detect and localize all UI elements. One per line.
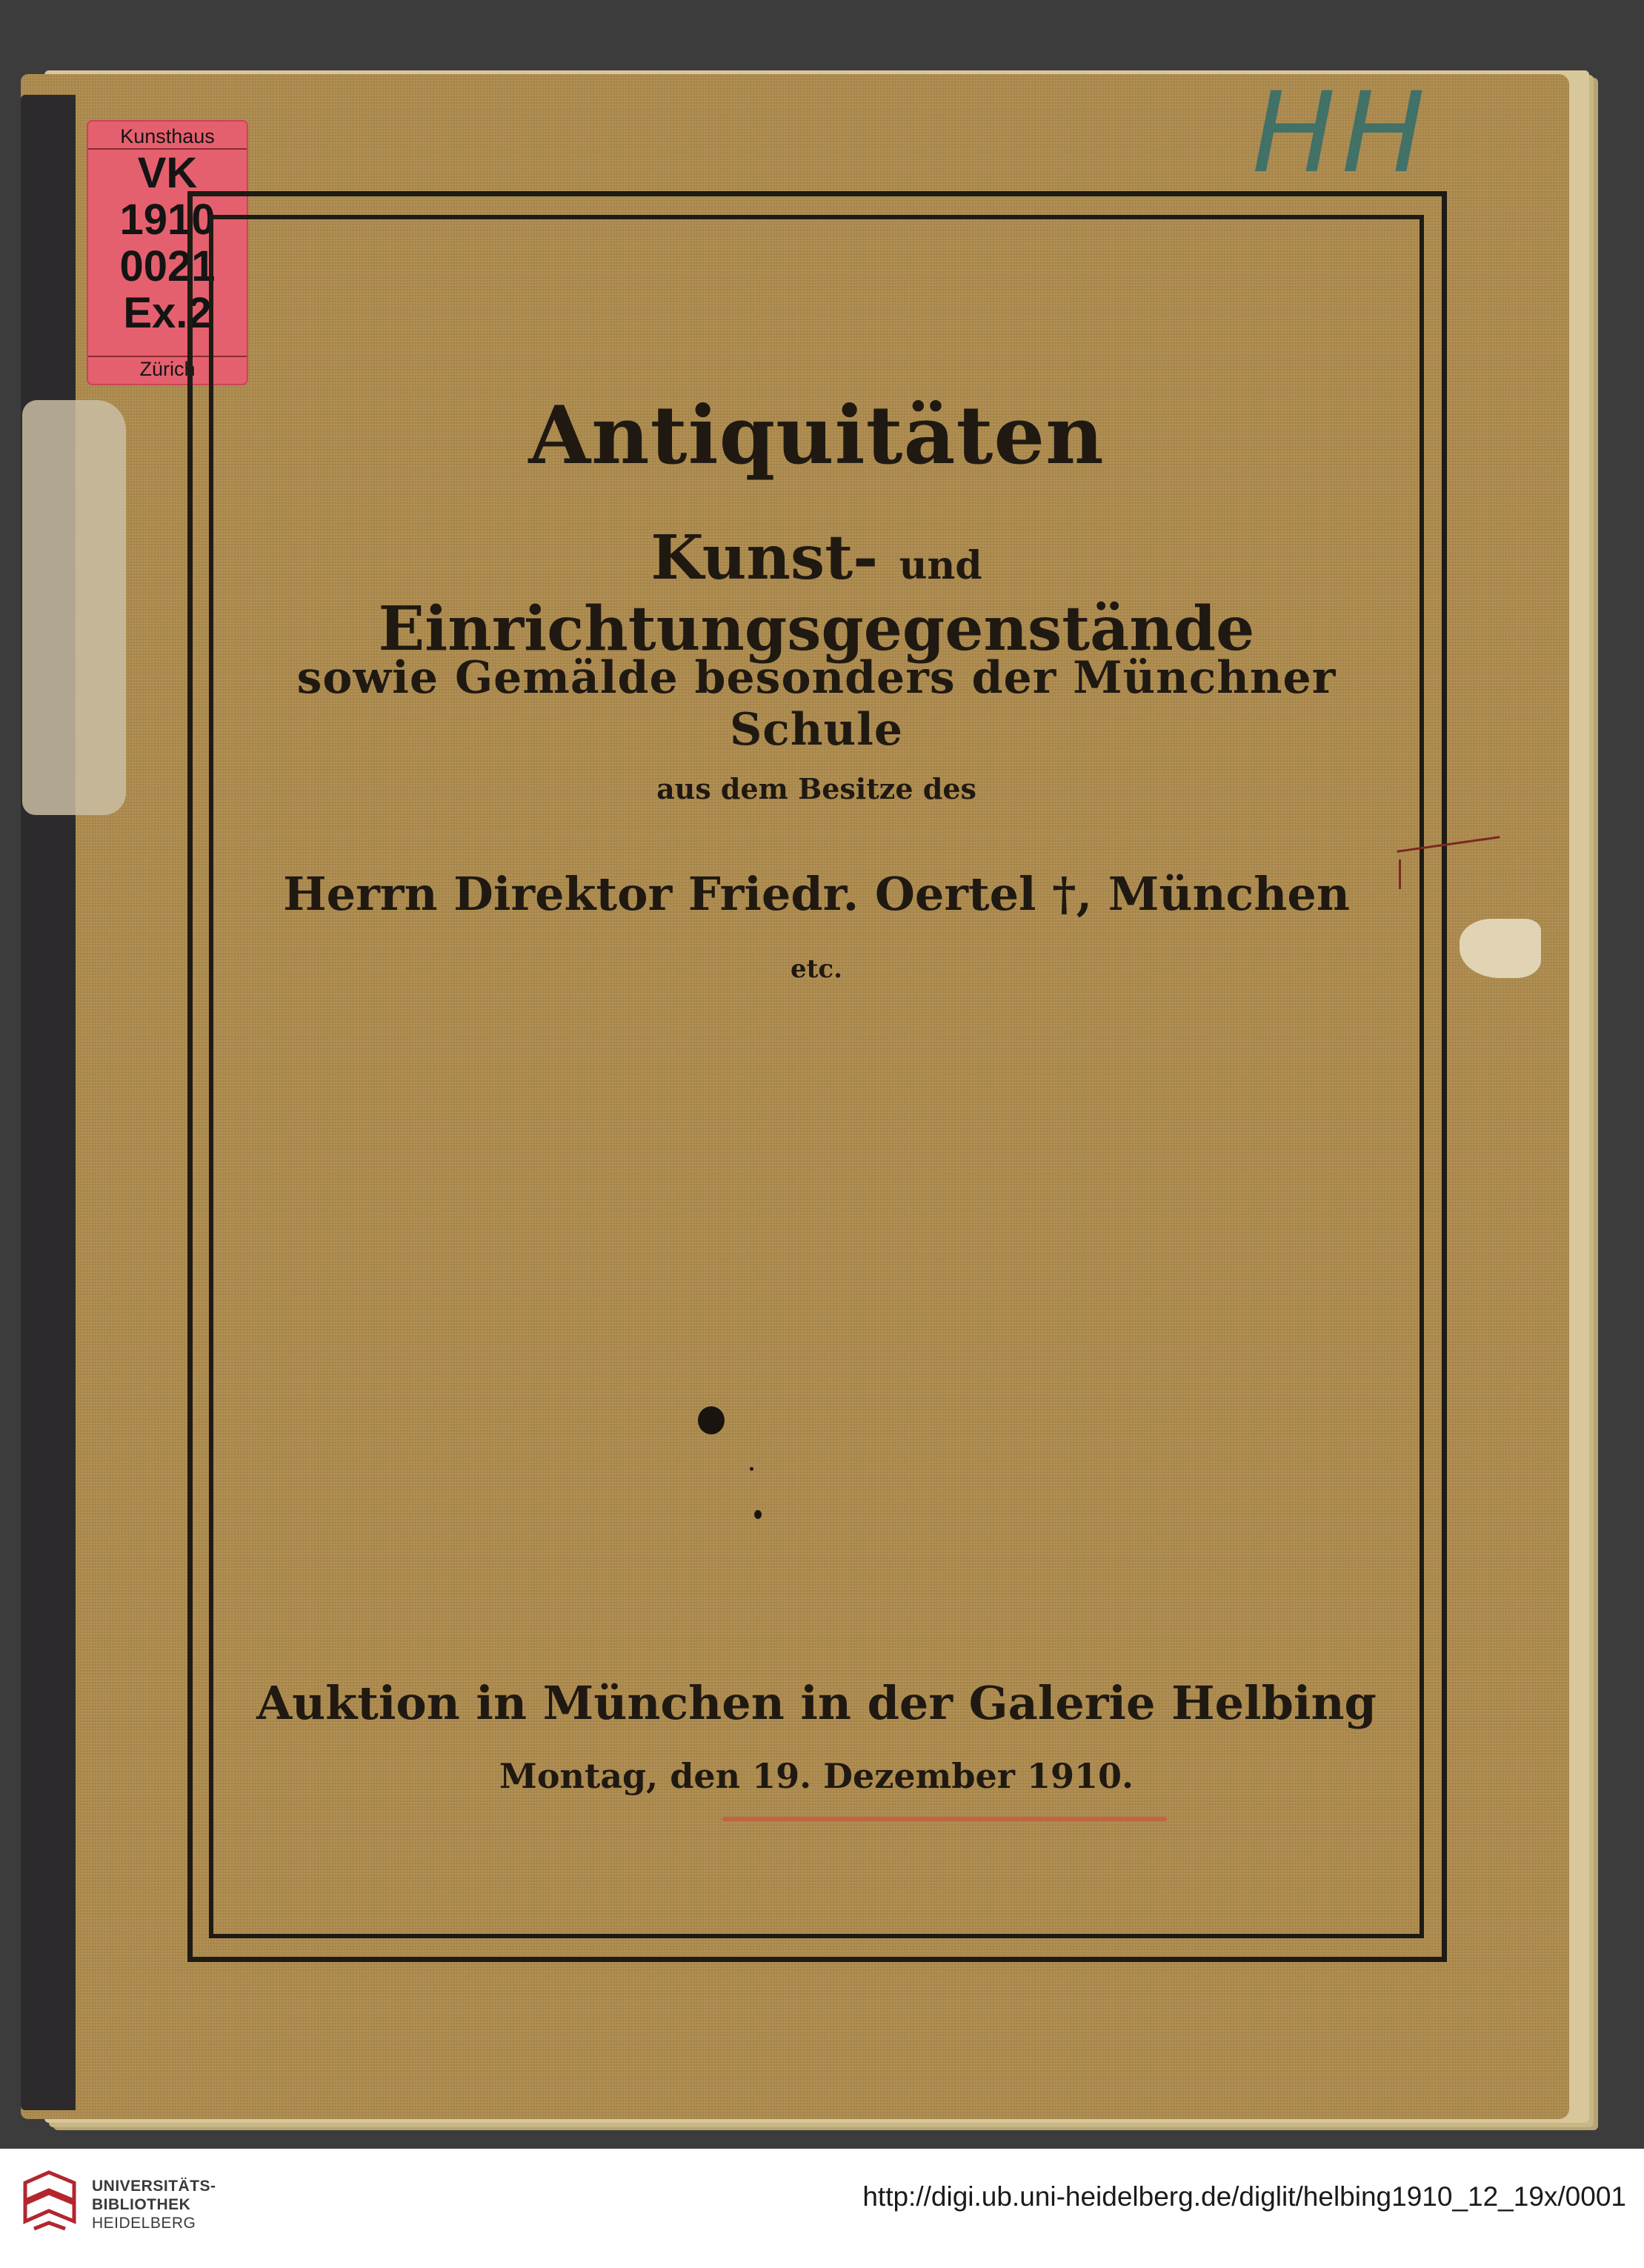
handwritten-initials: HH [1252,69,1431,198]
ink-speck [754,1510,762,1519]
sticker-top-label: Kunsthaus [88,122,247,150]
library-name-line: UNIVERSITÄTS- [92,2178,216,2195]
sticker-code-line: VK [137,149,198,197]
auction-venue: Auktion in München in der Galerie Helbing [256,1676,1377,1730]
library-name-line: HEIDELBERG [92,2215,196,2232]
subtitle-part-kunst: Kunst- [650,522,879,593]
permalink-url[interactable]: http://digi.ub.uni-heidelberg.de/diglit/helbing1910_12_19x/0001 [862,2181,1626,2212]
sticker-code-line: 0021 [119,242,216,290]
cover-subtitle [209,522,1424,665]
cover-title: Antiquitäten [528,389,1105,482]
book-spine [21,95,76,2110]
cover-subtitle-second: sowie Gemälde besonders der Münchner Schule [296,652,1337,756]
owner-name: Herrn Direktor Friedr. Oertel †, München [283,867,1350,921]
library-name [92,2177,216,2232]
subtitle-conjunction: und [899,543,982,588]
spine-paper-tape [22,400,126,815]
ink-speck [750,1467,753,1471]
cover-tear [1460,919,1541,978]
red-underline-mark [722,1817,1167,1821]
sticker-code-line: Ex.2 [123,289,212,337]
provenance-intro: aus dem Besitze des [656,772,976,805]
sticker-bottom-label: Zürich [88,356,247,381]
library-name-line: BIBLIOTHEK [92,2196,191,2213]
subtitle-part-einrichtung: Einrichtungsgegenstände [378,593,1255,665]
ink-stain [698,1406,725,1434]
auction-date: Montag, den 19. Dezember 1910. [499,1756,1134,1796]
red-pencil-mark [1399,859,1401,889]
etc-line: etc. [791,954,842,984]
library-logo-icon [19,2168,80,2238]
sticker-code-line: 1910 [119,196,216,244]
